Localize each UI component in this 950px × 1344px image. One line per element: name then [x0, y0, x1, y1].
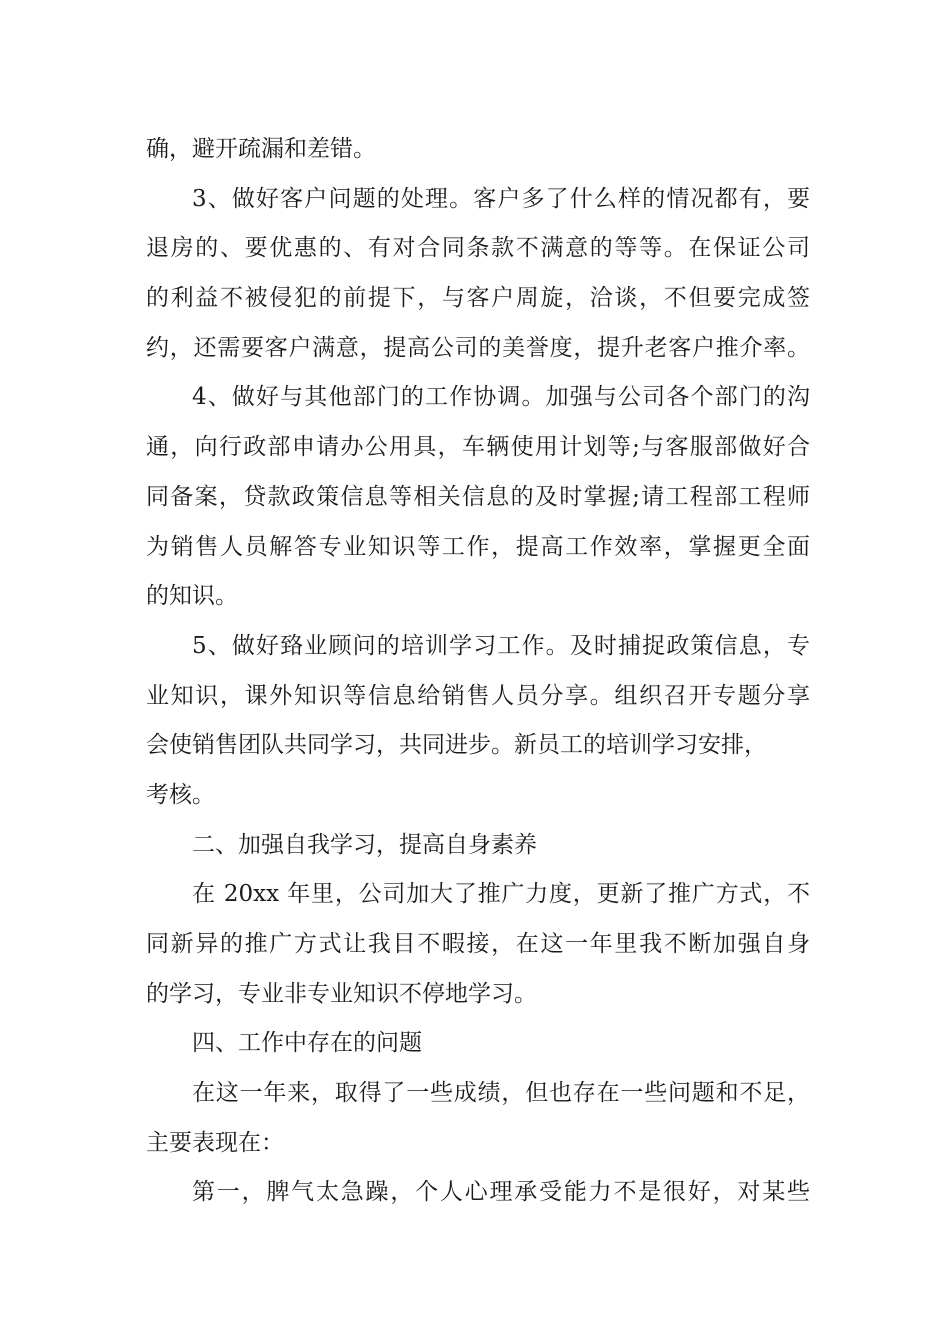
text-line: 主要表现在： — [146, 1129, 284, 1156]
section-heading-4: 四、工作中存在的问题 — [192, 1030, 422, 1057]
paragraph-line: 在 20xx 年里，公司加大了推广力度，更新了推广方式，不 — [192, 881, 810, 908]
section-heading-2: 二、加强自我学习，提高自身素养 — [192, 831, 537, 858]
text-line: 同新异的推广方式让我目不暇接，在这一年里我不断加强自身 — [146, 931, 810, 957]
paragraph-item-4-line: 4、做好与其他部门的工作协调。加强与公司各个部门的沟 — [192, 384, 810, 411]
body-text — [146, 125, 810, 1218]
paragraph-item-3-line: 3、做好客户问题的处理。客户多了什么样的情况都有，要 — [192, 185, 810, 212]
paragraph-item-5-line: 5、做好臵业顾问的培训学习工作。及时捕捉政策信息，专 — [192, 632, 810, 659]
text-line: 业知识，课外知识等信息给销售人员分享。组织召开专题分享 — [146, 682, 810, 709]
text-line: 同备案，贷款政策信息等相关信息的及时掌握;请工程部工程师 — [146, 483, 810, 510]
text-line: 的学习，专业非专业知识不停地学习。 — [146, 980, 537, 1007]
text-line: 确，避开疏漏和差错。 — [146, 136, 376, 162]
text-line: 的利益不被侵犯的前提下，与客户周旋，洽谈，不但要完成签 — [146, 285, 810, 312]
text-line: 为销售人员解答专业知识等工作，提高工作效率，掌握更全面 — [146, 533, 810, 560]
paragraph-line: 在这一年来，取得了一些成绩，但也存在一些问题和不足， — [192, 1080, 810, 1107]
text-line: 考核。 — [146, 781, 215, 808]
text-line: 的知识。 — [146, 583, 238, 610]
paragraph-line: 第一，脾气太急躁，个人心理承受能力不是很好，对某些 — [192, 1179, 810, 1206]
text-line: 会使销售团队共同学习，共同进步。新员工的培训学习安排， — [146, 732, 767, 759]
text-line: 通，向行政部申请办公用具，车辆使用计划等;与客服部做好合 — [146, 434, 810, 461]
text-line: 退房的、要优惠的、有对合同条款不满意的等等。在保证公司 — [146, 235, 810, 262]
text-line: 约，还需要客户满意，提高公司的美誉度，提升老客户推介率。 — [146, 334, 810, 361]
